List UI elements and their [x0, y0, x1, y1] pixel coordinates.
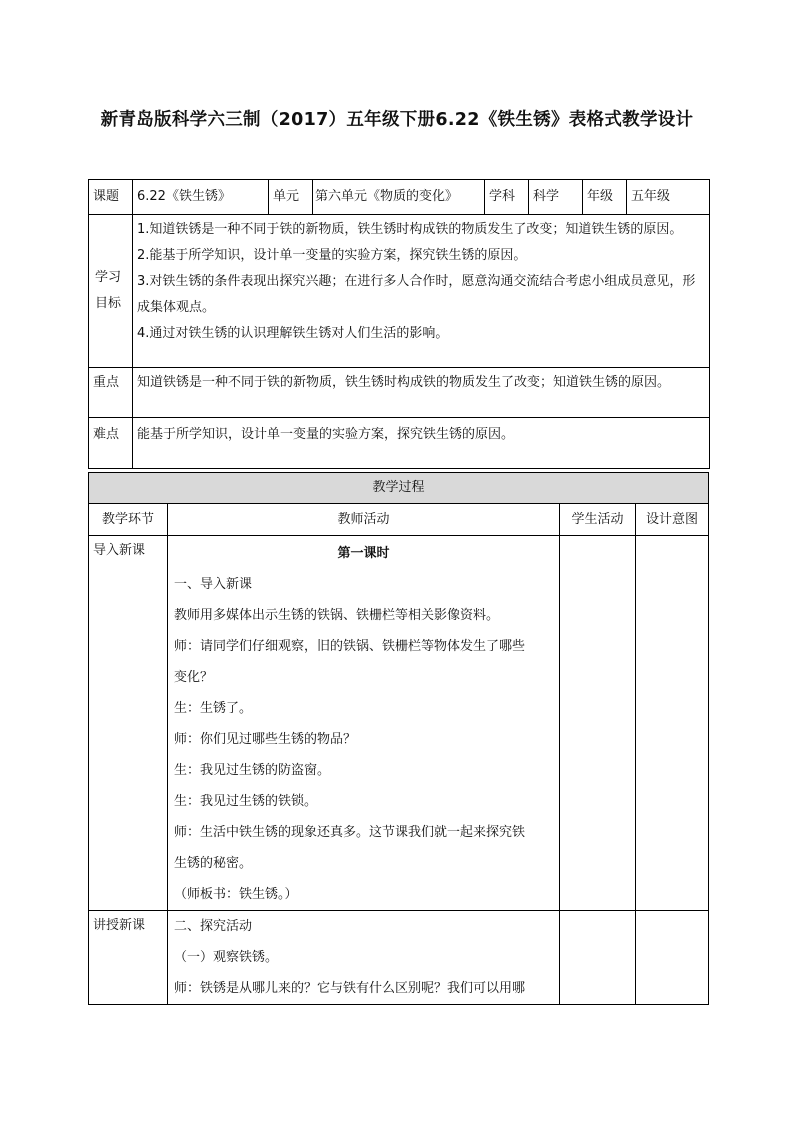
difficulty-label: 难点 [89, 418, 133, 469]
unit-value: 第六单元《物质的变化》 [313, 180, 485, 215]
subject-label: 学科 [485, 180, 529, 215]
goal-item: 4.通过对铁生锈的认识理解铁生锈对人们生活的影响。 [137, 326, 449, 341]
column-header-teacher: 教师活动 [168, 504, 560, 536]
activity-line: 教师用多媒体出示生锈的铁锅、铁栅栏等相关影像资料。 [174, 608, 500, 623]
topic-value: 6.22《铁生锈》 [133, 180, 269, 215]
intro-teacher-activity [168, 536, 560, 911]
teaching-process-table [88, 472, 709, 1005]
teach-teacher-activity [168, 911, 560, 1005]
activity-line: 生：生锈了。 [174, 701, 253, 716]
subject-value: 科学 [529, 180, 583, 215]
lesson-info-table [88, 179, 710, 469]
activity-line: 师：请同学们仔细观察，旧的铁锅、铁栅栏等物体发生了哪些 [174, 639, 526, 654]
stage-teach: 讲授新课 [89, 911, 168, 1005]
difficulty-value: 能基于所学知识，设计单一变量的实验方案，探究铁生锈的原因。 [133, 418, 710, 469]
activity-line: 一、导入新课 [174, 577, 253, 592]
activity-line: 师：你们见过哪些生锈的物品？ [174, 732, 357, 747]
intro-design-intent [636, 536, 709, 911]
key-label: 重点 [89, 368, 133, 418]
goal-item: 2.能基于所学知识，设计单一变量的实验方案，探究铁生锈的原因。 [137, 248, 527, 263]
key-value: 知道铁锈是一种不同于铁的新物质，铁生锈时构成铁的物质发生了改变；知道铁生锈的原因。 [133, 368, 710, 418]
process-header: 教学过程 [89, 473, 709, 504]
activity-line: 生：我见过生锈的铁锁。 [174, 794, 318, 809]
teach-design-intent [636, 911, 709, 1005]
activity-line: 生：我见过生锈的防盗窗。 [174, 763, 331, 778]
activity-line: 师：铁锈是从哪儿来的？它与铁有什么区别呢？我们可以用哪 [174, 981, 526, 996]
teach-student-activity [560, 911, 636, 1005]
activity-line: （一）观察铁锈。 [174, 950, 279, 965]
goals-cell [133, 215, 710, 368]
goal-item: 1.知道铁锈是一种不同于铁的新物质，铁生锈时构成铁的物质发生了改变；知道铁生锈的原因。 [137, 222, 683, 237]
activity-line: （师板书：铁生锈。） [174, 887, 298, 902]
document-title: 新青岛版科学六三制（2017）五年级下册6.22《铁生锈》表格式教学设计 [100, 110, 694, 130]
activity-line: 变化？ [174, 670, 214, 685]
column-header-intent: 设计意图 [636, 504, 709, 536]
topic-label: 课题 [89, 180, 133, 215]
unit-label: 单元 [269, 180, 313, 215]
activity-line: 二、探究活动 [174, 919, 253, 934]
lesson-title: 第一课时 [337, 546, 390, 561]
intro-student-activity [560, 536, 636, 911]
stage-intro: 导入新课 [89, 536, 168, 911]
activity-line: 师：生活中铁生锈的现象还真多。这节课我们就一起来探究铁 [174, 825, 526, 840]
goal-item: 3.对铁生锈的条件表现出探究兴趣；在进行多人合作时，愿意沟通交流结合考虑小组成员意见，形成集体观点。 [137, 274, 696, 315]
column-header-stage: 教学环节 [89, 504, 168, 536]
grade-value: 五年级 [627, 180, 710, 215]
column-header-student: 学生活动 [560, 504, 636, 536]
grade-label: 年级 [583, 180, 627, 215]
activity-line: 生锈的秘密。 [174, 856, 253, 871]
goals-label: 学习目标 [89, 215, 133, 368]
